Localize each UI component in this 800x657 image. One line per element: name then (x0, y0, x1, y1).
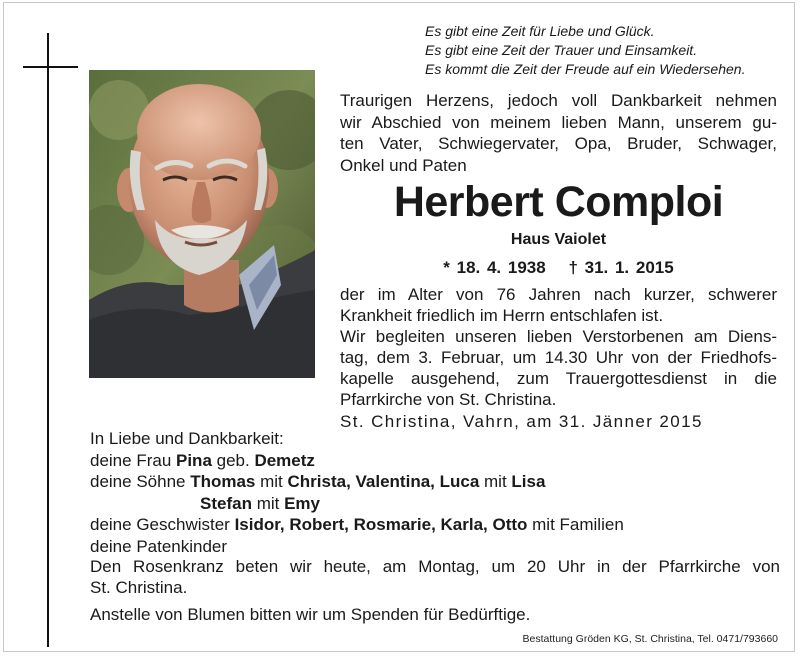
intro-line: Onkel und Paten (340, 155, 467, 175)
rosary-line: Den Rosenkranz beten wir heute, am Montag, um 20 Uhr in der Pfarrkirche von (90, 557, 780, 576)
intro-text (340, 90, 777, 176)
cross-icon-bar (23, 66, 78, 68)
mourner-sons: deine Söhne Thomas mit Christa, Valentina, Luca mit Lisa (90, 472, 546, 491)
funeral-home-credit: Bestattung Gröden KG, St. Christina, Tel. 0471/793660 (522, 633, 778, 645)
mourner-wife: deine Frau Pina geb. Demetz (90, 450, 315, 470)
rosary-notice (90, 556, 780, 598)
motto-line: Es gibt eine Zeit der Trauer und Einsamkeit. (425, 42, 698, 58)
motto-line: Es gibt eine Zeit für Liebe und Glück. (425, 23, 655, 39)
intro-line: wir Abschied von meinem lieben Mann, unserem gu- (340, 112, 777, 132)
announcement-line: Pfarrkirche von St. Christina. (340, 390, 557, 409)
mourners-list (90, 428, 780, 557)
deceased-name: Herbert Comploi (393, 178, 724, 226)
motto (425, 22, 785, 79)
cross-icon (47, 33, 49, 647)
portrait-photo (89, 70, 315, 378)
life-dates (330, 258, 787, 278)
rosary-line: St. Christina. (90, 578, 188, 597)
announcement-line: tag, dem 3. Februar, um 14.30 Uhr von der Friedhofs- (340, 348, 777, 367)
house-name: Haus Vaiolet (510, 231, 607, 248)
announcement-line: kapelle ausgehend, zum Trauergottesdienst in die (340, 369, 777, 388)
mourner-siblings: deine Geschwister Isidor, Robert, Rosmarie, Karla, Otto mit Familien (90, 515, 624, 534)
mourners-heading: In Liebe und Dankbarkeit: (90, 429, 284, 448)
mourner-godchildren: deine Patenkinder (90, 536, 228, 556)
donation-notice: Anstelle von Blumen bitten wir um Spenden für Bedürftige. (90, 605, 531, 624)
announcement-text (340, 284, 777, 410)
motto-line: Es kommt die Zeit der Freude auf ein Wiedersehen. (425, 61, 746, 77)
mourner-son-stefan: Stefan mit Emy (200, 493, 320, 513)
intro-line: ten Vater, Schwiegervater, Opa, Bruder, Schwager, (340, 134, 777, 153)
announcement-line: Wir begleiten unseren lieben Verstorbenen am Diens- (340, 327, 777, 346)
announcement-line: der im Alter von 76 Jahren nach kurzer, schwerer (340, 285, 777, 304)
announcement-line: Krankheit friedlich im Herrn entschlafen ist. (340, 306, 664, 325)
birth-date: * 18. 4. 1938 (443, 258, 546, 277)
death-date: † 31. 1. 2015 (568, 258, 674, 277)
intro-line: Traurigen Herzens, jedoch voll Dankbarkeit nehmen (340, 91, 777, 110)
place-date: St. Christina, Vahrn, am 31. Jänner 2015 (340, 412, 703, 431)
